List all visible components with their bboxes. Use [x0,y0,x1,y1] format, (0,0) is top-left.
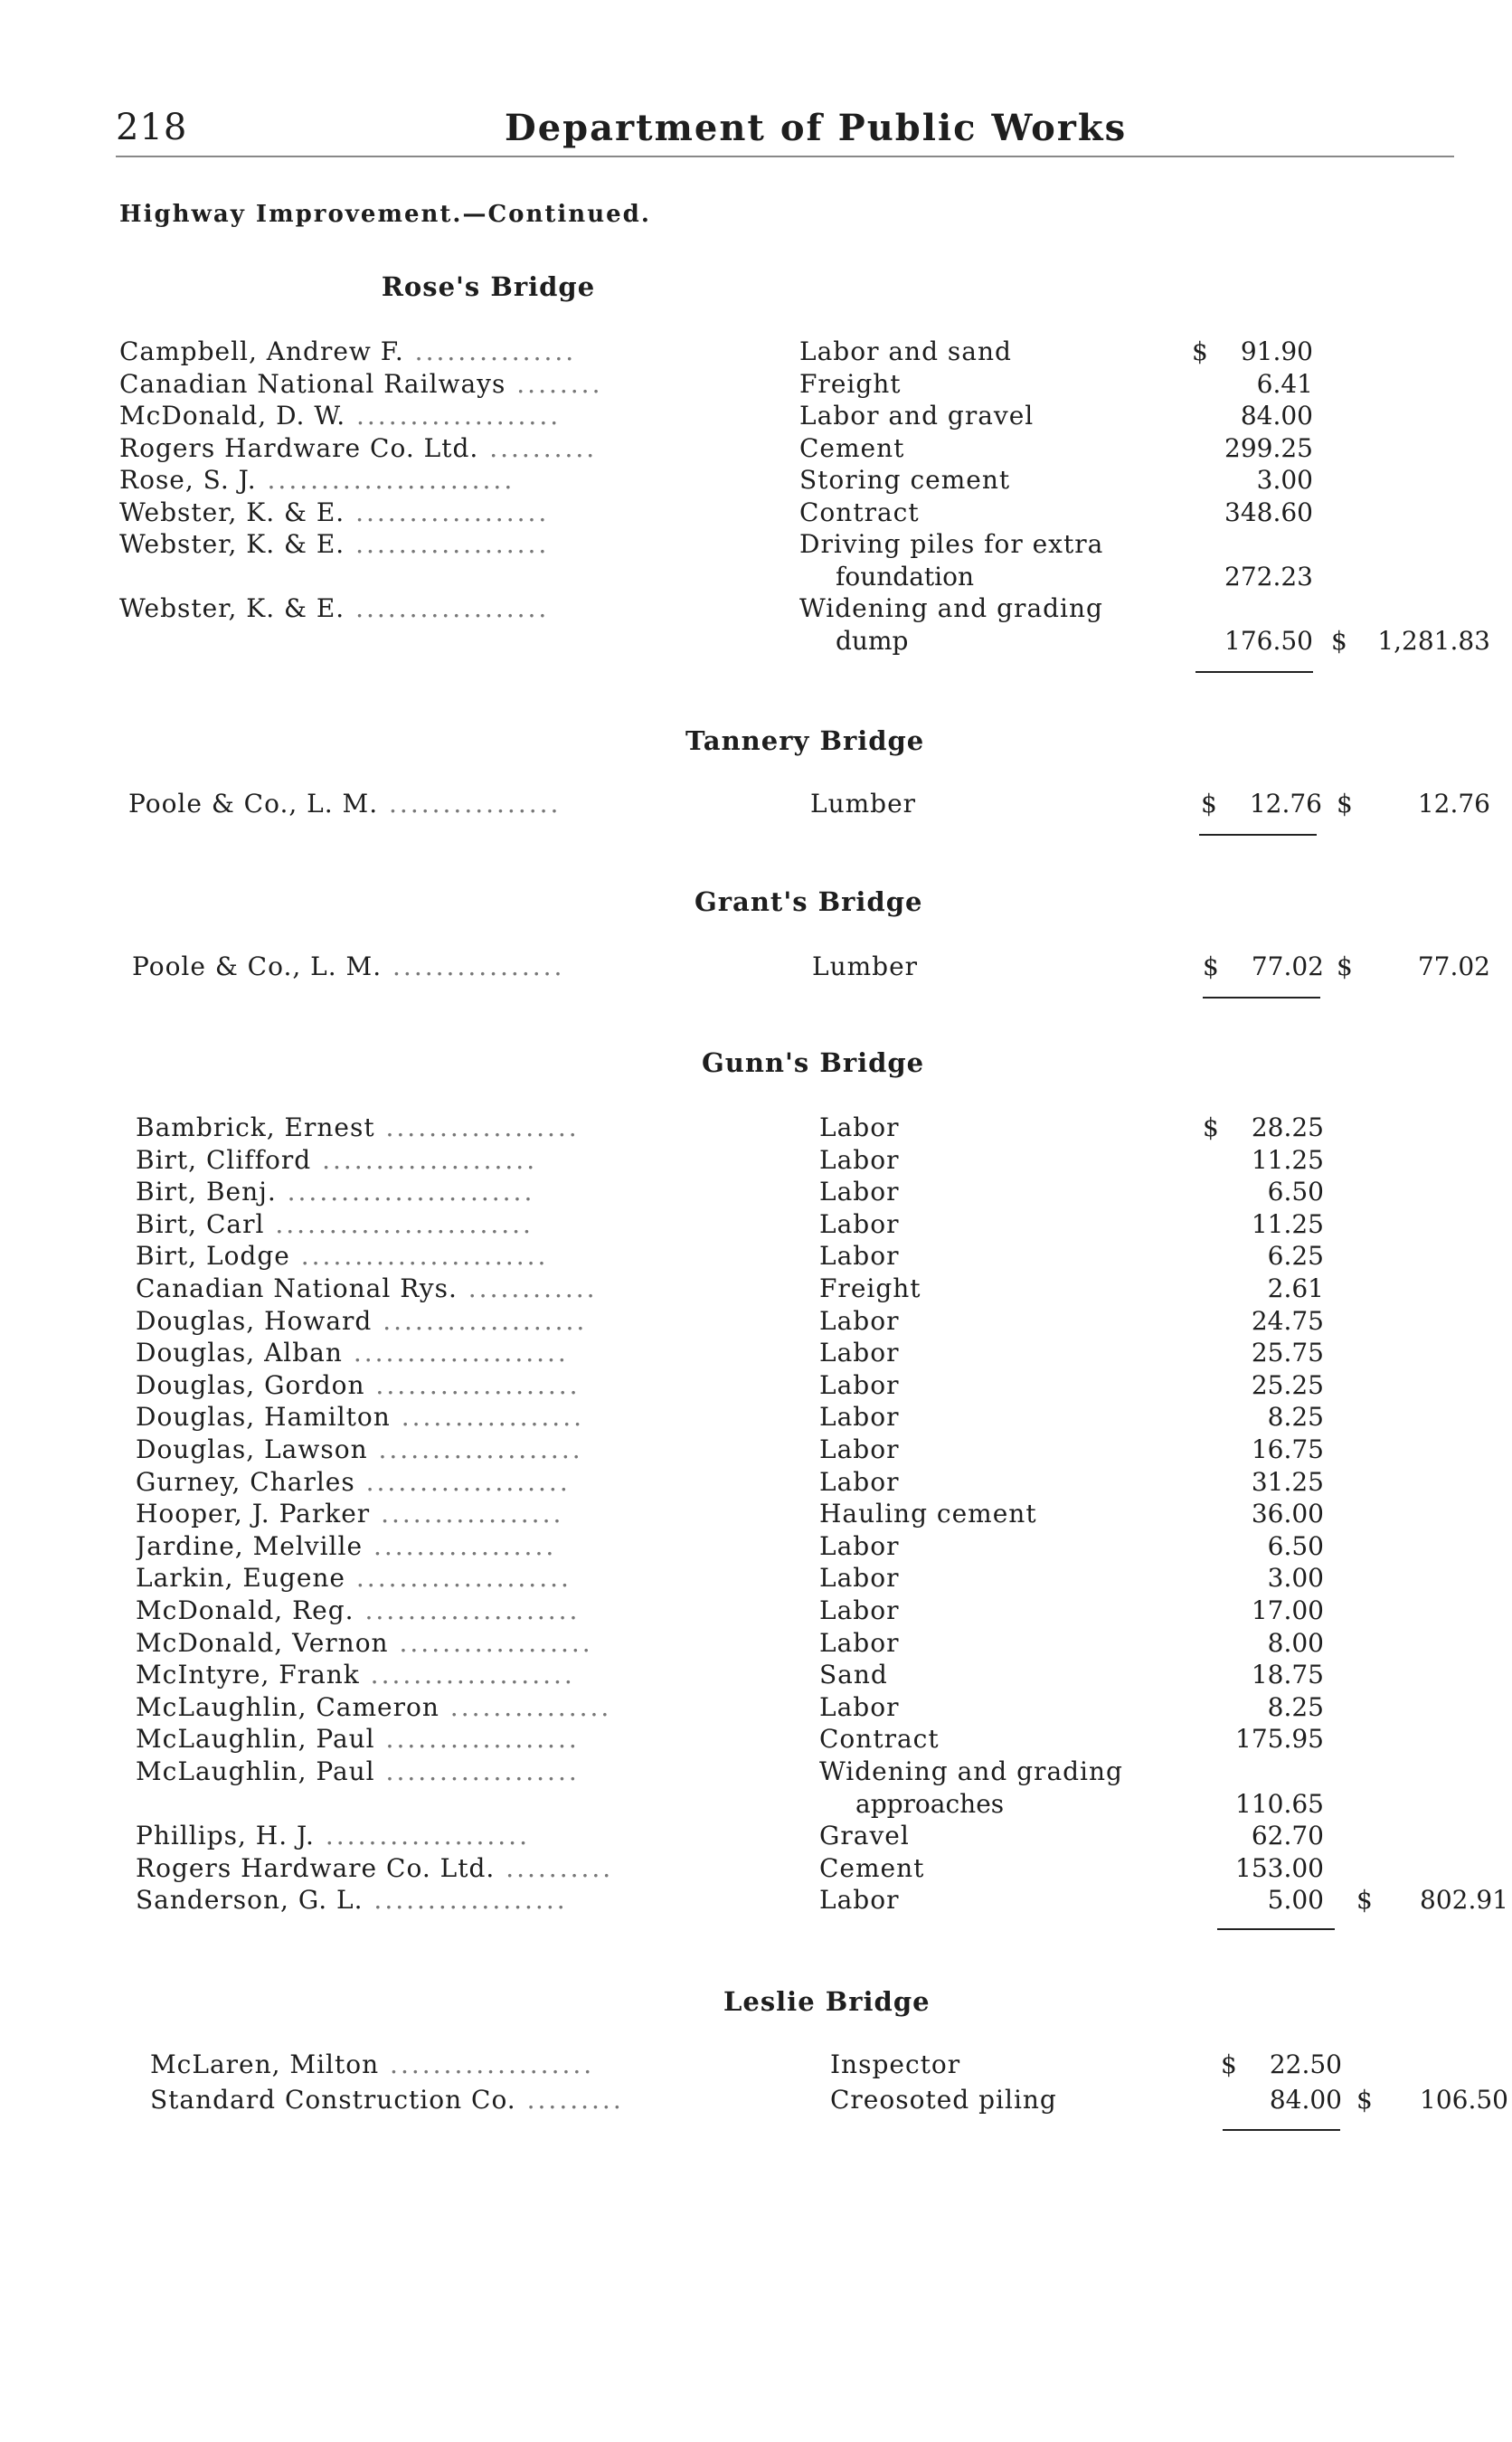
payee-name: Webster, K. & E. .................. [119,497,550,527]
amount: 2.61 [1267,1273,1324,1303]
ledger-row [0,1241,1512,1273]
amount: 3.00 [1256,465,1313,495]
dot-leader: ................... [372,1305,588,1336]
payee-name: Douglas, Gordon ................... [136,1369,581,1400]
service-description: Contract [819,1724,940,1755]
dot-leader: .................... [354,1595,581,1625]
payee-name: Poole & Co., L. M. ................ [128,789,562,819]
amount: 3.00 [1267,1563,1324,1594]
dot-leader: .................. [374,1724,580,1755]
dot-leader: .................. [363,1885,568,1916]
payee-name: Standard Construction Co. ......... [150,2085,624,2115]
amount: 6.41 [1256,368,1313,399]
ledger-row [0,1112,1512,1145]
service-description: Labor [819,1241,900,1272]
payee-name: Douglas, Howard ................... [136,1305,588,1336]
payee-name: Rose, S. J. ....................... [119,465,515,495]
dot-leader: ................... [354,1466,571,1497]
payee-name: McDonald, Reg. .................... [136,1595,581,1625]
service-description: Labor [819,1208,900,1239]
dot-leader: ................... [359,1660,575,1690]
dot-leader: ................ [378,789,562,819]
dollar-sign: $ [1221,2049,1237,2079]
section-title: Grant's Bridge [695,886,923,917]
amount: 110.65 [1235,1788,1324,1819]
service-description: Sand [819,1660,888,1690]
service-description: Cement [819,1852,925,1883]
subtotal-rule [1223,2129,1340,2131]
dot-leader: ....................... [289,1241,549,1272]
ledger-row [0,593,1512,626]
payee-name: Bambrick, Ernest .................. [136,1112,580,1142]
service-description: Cement [799,432,905,463]
amount: 18.75 [1251,1660,1324,1690]
service-description: Labor [819,1112,900,1142]
service-description: Labor [819,1466,900,1497]
payee-name: Larkin, Eugene .................... [136,1563,572,1594]
service-description: Widening and grading [819,1756,1123,1786]
service-description: Labor [819,1434,900,1464]
payee-name: McLaughlin, Paul .................. [136,1724,580,1755]
ledger-row [0,951,1512,984]
dot-leader: .......... [495,1852,614,1883]
ledger-row [0,1853,1512,1886]
section-title: Tannery Bridge [685,725,925,756]
amount: 348.60 [1224,497,1313,527]
total-dollar-sign: $ [1337,789,1353,819]
amount: 28.25 [1251,1112,1324,1142]
service-description-continued: dump [836,625,909,656]
ledger-row [0,1434,1512,1467]
service-description: Driving piles for extra [799,529,1104,559]
service-description: Labor [819,1338,900,1368]
section-total: 802.91 [1420,1885,1508,1916]
section-subtitle: Highway Improvement.—Continued. [119,201,651,228]
amount: 84.00 [1240,401,1313,431]
section-title: Gunn's Bridge [702,1047,925,1078]
section-title: Leslie Bridge [723,1986,931,2017]
dot-leader: .................. [374,1112,580,1142]
payee-name: McIntyre, Frank ................... [136,1660,575,1690]
dot-leader: .................... [342,1338,569,1368]
ledger-row [0,433,1512,466]
page-number: 218 [116,107,188,148]
service-description-continued: foundation [836,561,975,592]
service-description: Labor [819,1595,900,1625]
dollar-sign: $ [1192,336,1208,366]
payee-name: Birt, Lodge ....................... [136,1241,549,1272]
payee-name: Birt, Clifford .................... [136,1144,538,1175]
ledger-row [0,1467,1512,1500]
ledger-row-continuation [0,1789,1512,1822]
dot-leader: ................... [364,1369,581,1400]
service-description: Contract [799,497,920,527]
payee-name: Birt, Benj. ....................... [136,1177,535,1207]
dot-leader: ................... [345,401,562,431]
section-total: 1,281.83 [1377,625,1490,656]
payee-name: Birt, Carl ........................ [136,1208,534,1239]
service-description: Labor [819,1305,900,1336]
dot-leader: ................. [363,1530,557,1561]
amount: 36.00 [1251,1499,1324,1529]
payee-name: McLaughlin, Cameron ............... [136,1691,612,1722]
amount: 22.50 [1269,2049,1342,2079]
dot-leader: ................... [314,1821,530,1851]
service-description: Freight [819,1273,921,1303]
service-description: Labor [819,1885,900,1916]
ledger-row [0,401,1512,433]
service-description: Lumber [812,951,919,981]
dot-leader: .................. [345,593,550,623]
payee-name: McDonald, Vernon .................. [136,1627,593,1658]
service-description: Gravel [819,1821,910,1851]
dot-leader: ................... [367,1434,583,1464]
amount: 8.25 [1267,1402,1324,1433]
payee-name: McDonald, D. W. ................... [119,401,562,431]
dot-leader: ............... [439,1691,612,1722]
amount: 12.76 [1249,789,1322,819]
dot-leader: ................. [370,1499,564,1529]
dot-leader: ................ [382,951,565,981]
amount: 62.70 [1251,1821,1324,1851]
service-description: Inspector [830,2049,961,2079]
ledger-row [0,1177,1512,1209]
service-description: Labor [819,1563,900,1594]
section-total: 77.02 [1417,951,1490,981]
payee-name: Poole & Co., L. M. ................ [132,951,565,981]
ledger-row [0,1306,1512,1339]
amount: 31.25 [1251,1466,1324,1497]
dot-leader: .................... [345,1563,572,1594]
amount: 175.95 [1235,1724,1324,1755]
dot-leader: ............... [403,336,577,366]
dot-leader: ......... [515,2085,624,2115]
service-description: Labor [819,1530,900,1561]
payee-name: Webster, K. & E. .................. [119,529,550,559]
amount: 299.25 [1224,432,1313,463]
ledger-row [0,1370,1512,1403]
service-description: Labor [819,1627,900,1658]
payee-name: Rogers Hardware Co. Ltd. .......... [119,432,598,463]
amount: 8.00 [1267,1627,1324,1658]
amount: 11.25 [1251,1208,1324,1239]
page-title: Department of Public Works [505,107,1128,149]
ledger-row [0,1628,1512,1661]
ledger-row [0,1595,1512,1628]
service-description: Lumber [810,789,917,819]
dot-leader: ....................... [276,1177,535,1207]
ledger-row [0,1563,1512,1595]
section-total: 106.50 [1420,2085,1508,2115]
amount: 91.90 [1240,336,1313,366]
dot-leader: ........ [506,368,603,399]
payee-name: Gurney, Charles ................... [136,1466,571,1497]
dot-leader: .................. [374,1756,580,1786]
service-description-continued: approaches [855,1788,1005,1819]
subtotal-rule [1203,997,1320,999]
total-dollar-sign: $ [1356,2085,1373,2115]
payee-name: Webster, K. & E. .................. [119,593,550,623]
service-description: Labor [819,1369,900,1400]
ledger-row-continuation [0,626,1512,658]
section-title: Rose's Bridge [381,271,596,302]
payee-name: Rogers Hardware Co. Ltd. .......... [136,1852,614,1883]
amount: 11.25 [1251,1144,1324,1175]
payee-name: Douglas, Alban .................... [136,1338,569,1368]
subtotal-rule [1199,834,1317,836]
dot-leader: ............ [457,1273,598,1303]
amount: 77.02 [1251,951,1324,981]
ledger-row [0,465,1512,497]
ledger-row [0,529,1512,562]
ledger-row [0,1885,1512,1917]
dot-leader: ....................... [256,465,515,495]
payee-name: Hooper, J. Parker ................. [136,1499,564,1529]
amount: 6.25 [1267,1241,1324,1272]
amount: 6.50 [1267,1177,1324,1207]
payee-name: McLaren, Milton ................... [150,2049,595,2079]
ledger-row [0,1756,1512,1789]
ledger-row-continuation [0,562,1512,594]
page-header [116,107,1472,161]
service-description: Creosoted piling [830,2085,1057,2115]
amount: 176.50 [1224,625,1313,656]
dot-leader: .................... [311,1144,538,1175]
payee-name: Canadian National Railways ........ [119,368,603,399]
ledger-row [0,1338,1512,1370]
subtotal-rule [1195,671,1313,673]
dollar-sign: $ [1203,951,1219,981]
total-dollar-sign: $ [1356,1885,1373,1916]
total-dollar-sign: $ [1331,625,1347,656]
amount: 8.25 [1267,1691,1324,1722]
service-description: Labor [819,1402,900,1433]
ledger-row [0,1660,1512,1692]
amount: 153.00 [1235,1852,1324,1883]
service-description: Labor and gravel [799,401,1035,431]
payee-name: Douglas, Lawson ................... [136,1434,583,1464]
dot-leader: ........................ [264,1208,534,1239]
service-description: Labor [819,1691,900,1722]
service-description: Labor and sand [799,336,1012,366]
amount: 25.25 [1251,1369,1324,1400]
dot-leader: ................... [379,2049,595,2079]
subtotal-rule [1217,1928,1335,1930]
dot-leader: .................. [345,497,550,527]
ledger-row [0,497,1512,530]
payee-name: McLaughlin, Paul .................. [136,1756,580,1786]
amount: 16.75 [1251,1434,1324,1464]
service-description: Hauling cement [819,1499,1037,1529]
dot-leader: ................. [390,1402,585,1433]
dollar-sign: $ [1203,1112,1219,1142]
ledger-row [0,1821,1512,1853]
section-total: 12.76 [1417,789,1490,819]
amount: 5.00 [1267,1885,1324,1916]
dot-leader: .................. [388,1627,593,1658]
service-description: Freight [799,368,902,399]
ledger-row [0,1209,1512,1242]
service-description: Storing cement [799,465,1011,495]
payee-name: Sanderson, G. L. .................. [136,1885,568,1916]
payee-name: Douglas, Hamilton ................. [136,1402,585,1433]
header-rule [116,156,1454,157]
ledger-row [0,336,1512,369]
ledger-row [0,1273,1512,1306]
service-description: Widening and grading [799,593,1103,623]
amount: 17.00 [1251,1595,1324,1625]
service-description: Labor [819,1144,900,1175]
ledger-row [0,2085,1512,2117]
ledger-row [0,1499,1512,1531]
amount: 24.75 [1251,1305,1324,1336]
ledger-row [0,789,1512,821]
ledger-row [0,1724,1512,1756]
payee-name: Campbell, Andrew F. ............... [119,336,577,366]
amount: 272.23 [1224,561,1313,592]
ledger-row [0,1145,1512,1178]
amount: 25.75 [1251,1338,1324,1368]
ledger-row [0,369,1512,402]
amount: 84.00 [1269,2085,1342,2115]
ledger-row [0,2049,1512,2082]
dollar-sign: $ [1201,789,1217,819]
ledger-row [0,1692,1512,1725]
service-description: Labor [819,1177,900,1207]
dot-leader: .......... [478,432,598,463]
ledger-row [0,1402,1512,1434]
total-dollar-sign: $ [1337,951,1353,981]
amount: 6.50 [1267,1530,1324,1561]
dot-leader: .................. [345,529,550,559]
ledger-row [0,1531,1512,1564]
payee-name: Canadian National Rys. ............ [136,1273,598,1303]
payee-name: Phillips, H. J. ................... [136,1821,530,1851]
payee-name: Jardine, Melville ................. [136,1530,557,1561]
